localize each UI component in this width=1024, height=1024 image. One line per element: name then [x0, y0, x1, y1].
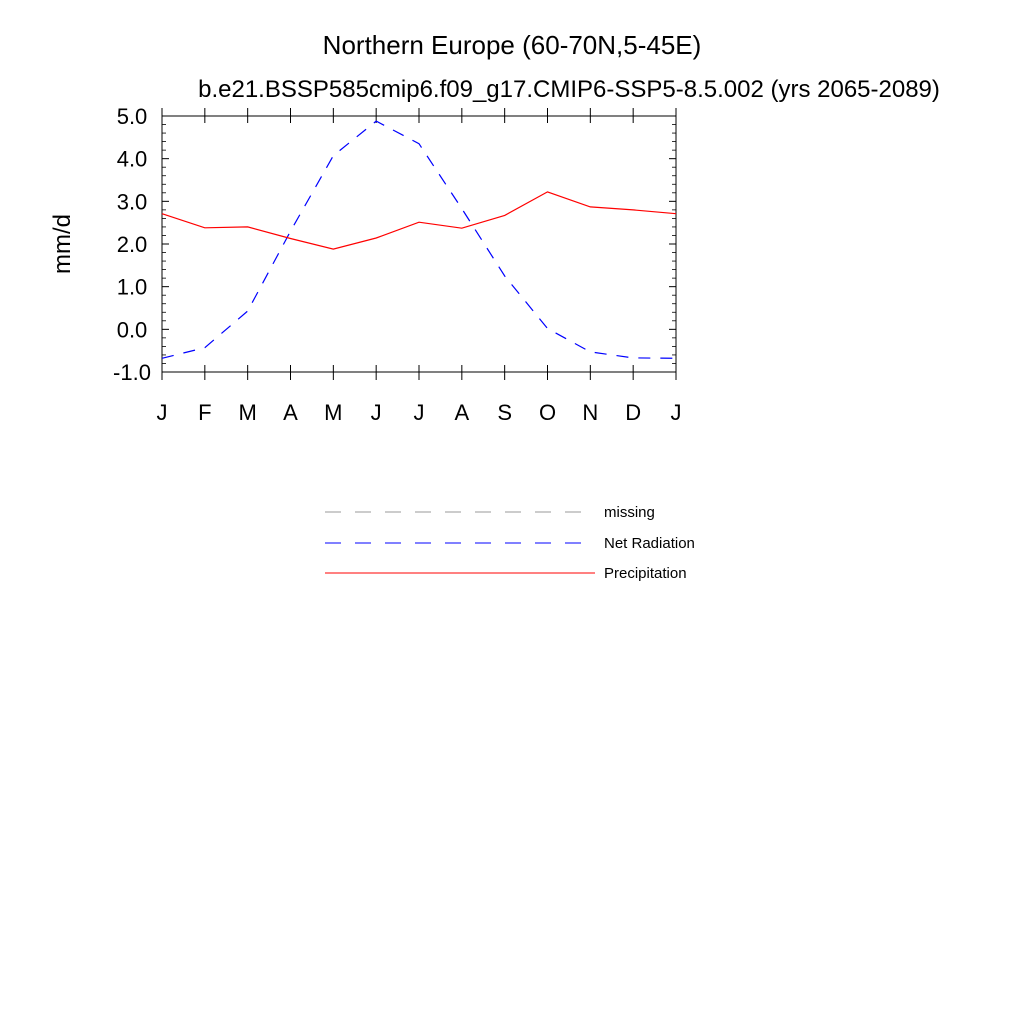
- x-tick-label: J: [370, 400, 382, 425]
- y-ticks: [113, 104, 676, 385]
- x-tick-label: N: [582, 400, 599, 425]
- x-tick-label: A: [283, 400, 298, 425]
- plot-frame: [162, 116, 676, 372]
- x-tick-label: S: [497, 400, 513, 425]
- x-ticks: [157, 108, 682, 425]
- x-tick-label: O: [538, 400, 557, 425]
- y-axis-label: mm/d: [49, 214, 76, 274]
- legend-label: Net Radiation: [604, 535, 695, 552]
- x-tick-label: D: [625, 400, 642, 425]
- legend-label: Precipitation: [604, 565, 687, 582]
- y-tick-label: -1.0: [113, 360, 151, 385]
- x-tick-label: J: [156, 400, 168, 425]
- plot-frame-group: [162, 116, 676, 372]
- legend-label: missing: [604, 504, 655, 521]
- y-tick-label: 5.0: [116, 104, 148, 129]
- series-lines: [162, 121, 676, 358]
- x-tick-label: M: [324, 400, 343, 425]
- minor-ticks: [162, 125, 676, 364]
- y-tick-label: 1.0: [116, 274, 148, 300]
- legend: [325, 504, 695, 582]
- x-tick-label: M: [238, 400, 257, 425]
- x-tick-label: J: [670, 400, 682, 425]
- x-tick-label: A: [454, 400, 470, 425]
- series-line-precipitation: [162, 192, 676, 249]
- x-tick-label: F: [198, 400, 212, 425]
- chart-subtitle: b.e21.BSSP585cmip6.f09_g17.CMIP6-SSP5-8.5.002 (yrs 2065-2089): [198, 76, 940, 103]
- y-tick-label: 2.0: [116, 232, 148, 257]
- x-tick-label: J: [413, 400, 425, 425]
- chart-title: Northern Europe (60-70N,5-45E): [322, 30, 702, 60]
- y-tick-label: 4.0: [116, 146, 148, 172]
- series-line-net-radiation: [162, 121, 676, 358]
- y-tick-label: 0.0: [116, 317, 148, 343]
- y-tick-label: 3.0: [116, 189, 148, 215]
